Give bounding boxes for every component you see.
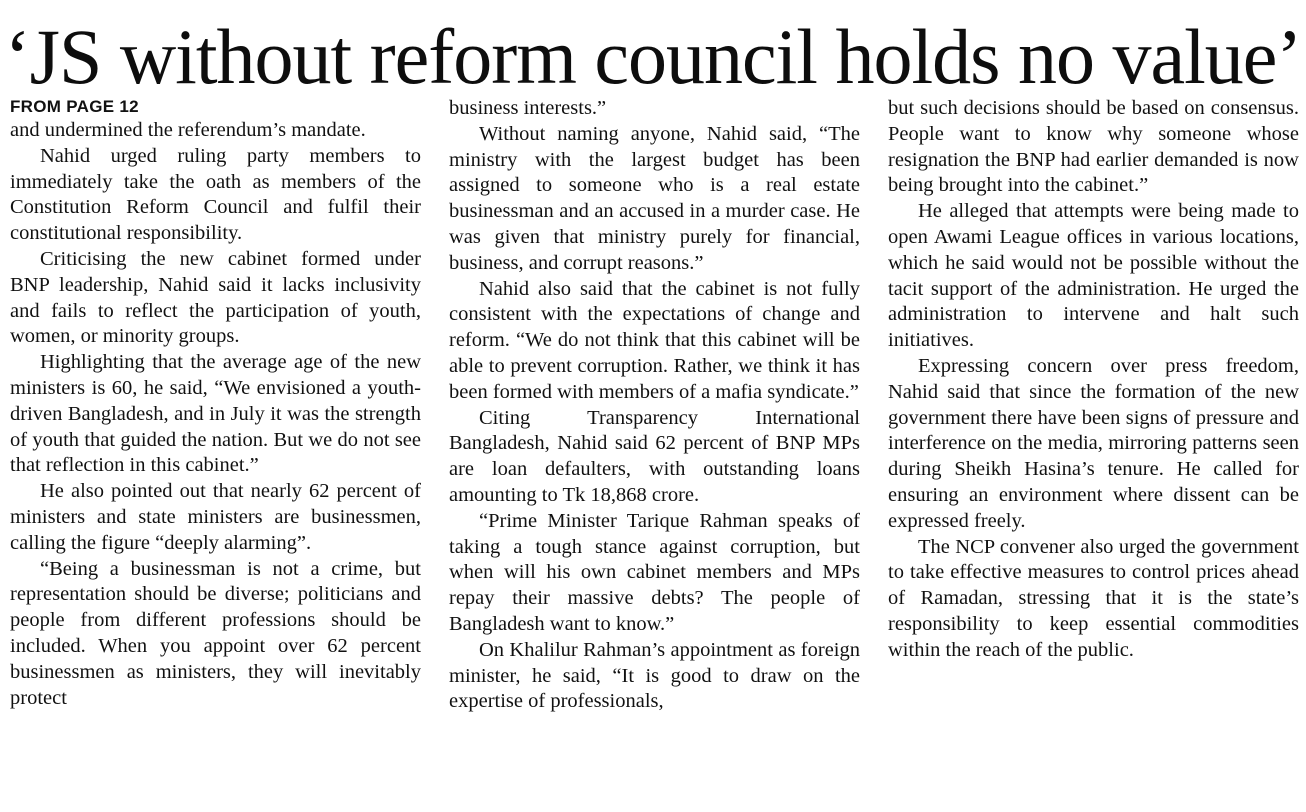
article-body	[10, 96, 1300, 715]
column-2	[449, 96, 860, 715]
column-3	[888, 96, 1299, 715]
paragraph: Criticising the new cabinet formed under BNP leadership, Nahid said it lacks inclusivity and fails to reflect the participation of youth, women, or minority groups.	[10, 247, 421, 348]
paragraph: Highlighting that the average age of the new ministers is 60, he said, “We envisioned a youth-driven Bangladesh, and in July it was the strength of youth that guided the nation. But we do not see that reflection in this cabinet.”	[10, 351, 421, 477]
paragraph: On Khalilur Rahman’s appointment as foreign minister, he said, “It is good to draw on the expertise of professionals,	[449, 638, 860, 713]
column-1	[10, 96, 421, 715]
headline: ‘JS without reform council holds no value’	[4, 13, 1302, 100]
paragraph: Nahid urged ruling party members to immediately take the oath as members of the Constitution Reform Council and fulfil their constitutional responsibility.	[10, 144, 421, 245]
paragraph: Expressing concern over press freedom, Nahid said that since the formation of the new government there have been signs of pressure and interference on the media, mirroring patterns seen during Sheikh Hasina’s tenure. He called for ensuring an environment where dissent can be expressed freely.	[888, 354, 1299, 532]
continuation-kicker: FROM PAGE 12	[10, 97, 139, 116]
paragraph: and undermined the referendum’s mandate.	[10, 119, 366, 141]
paragraph: “Prime Minister Tarique Rahman speaks of taking a tough stance against corruption, but when will his own cabinet members and MPs repay their massive debts? The people of Bangladesh want to know.”	[449, 509, 860, 635]
paragraph: but such decisions should be based on consensus. People want to know why someone whose resignation the BNP had earlier demanded is now being brought into the cabinet.”	[888, 97, 1299, 197]
paragraph: Citing Transparency International Bangladesh, Nahid said 62 percent of BNP MPs are loan defaulters, with outstanding loans amounting to Tk 18,868 crore.	[449, 406, 860, 506]
paragraph: Nahid also said that the cabinet is not fully consistent with the expectations of change and reform. “We do not think that this cabinet will be able to prevent corruption. Rather, we think it has been formed with members of a mafia syndicate.”	[449, 277, 860, 403]
paragraph: He also pointed out that nearly 62 percent of ministers and state ministers are businessmen, calling the figure “deeply alarming”.	[10, 480, 421, 554]
paragraph: Without naming anyone, Nahid said, “The ministry with the largest budget has been assigned to someone who is a real estate businessman and an accused in a murder case. He was given that ministry purely for financial, business, and corrupt reasons.”	[449, 122, 860, 274]
paragraph: “Being a businessman is not a crime, but representation should be diverse; politicians and people from different professions should be included. When you appoint over 62 percent businessmen as ministers, they will inevitably protect	[10, 557, 421, 709]
paragraph: business interests.”	[449, 97, 607, 119]
paragraph: He alleged that attempts were being made to open Awami League offices in various locations, which he said would not be possible without the tacit support of the administration. He urged the administration to intervene and halt such initiatives.	[888, 200, 1299, 352]
paragraph: The NCP convener also urged the government to take effective measures to control prices ahead of Ramadan, stressing that it is the state’s responsibility to keep essential commodities within the reach of the public.	[888, 535, 1299, 661]
